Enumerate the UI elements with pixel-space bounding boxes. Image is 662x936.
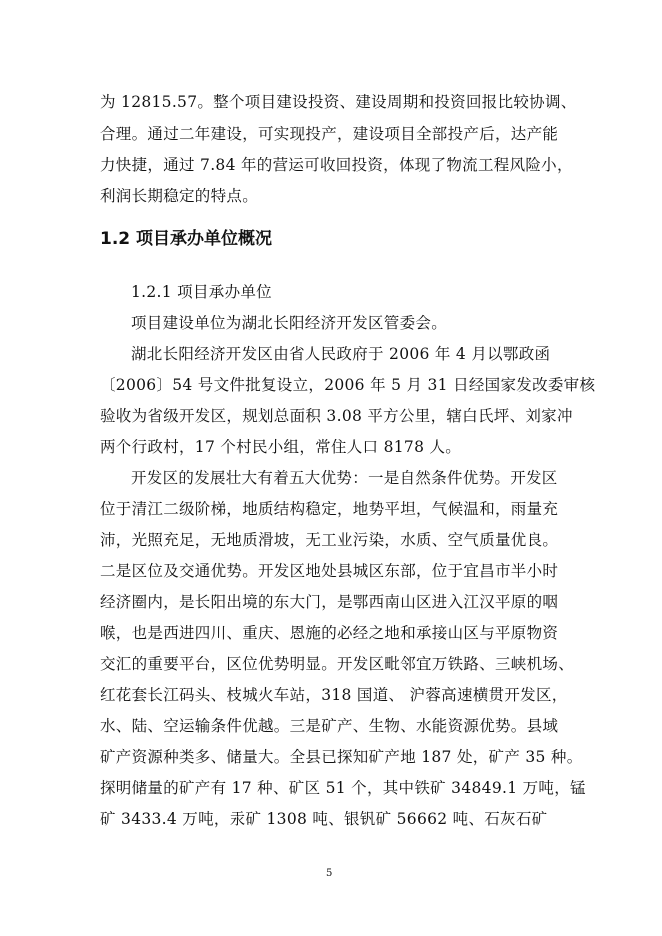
body-line: 探明储量的矿产有 17 种、矿区 51 个，其中铁矿 34849.1 万吨，锰	[100, 779, 586, 797]
intro-line: 为 12815.57。整个项目建设投资、建设周期和投资回报比较协调、	[100, 93, 577, 111]
page-number: 5	[326, 868, 333, 879]
intro-line: 力快捷，通过 7.84 年的营运可收回投资，体现了物流工程风险小，	[100, 156, 573, 174]
body-line: 矿 3433.4 万吨，汞矿 1308 吨、银钒矿 56662 吨、石灰石矿	[100, 810, 548, 828]
body-line: 湖北长阳经济开发区由省人民政府于 2006 年 4 月以鄂政函	[131, 345, 551, 363]
body-line: 喉，也是西进四川、重庆、恩施的必经之地和承接山区与平原物资	[100, 624, 559, 642]
body-line: 位于清江二级阶梯，地质结构稳定，地势平坦，气候温和，雨量充	[100, 500, 559, 518]
body-line: 沛，光照充足，无地质滑坡，无工业污染，水质、空气质量优良。	[100, 531, 559, 549]
body-line: 项目建设单位为湖北长阳经济开发区管委会。	[131, 314, 448, 332]
body-line: 交汇的重要平台，区位优势明显。开发区毗邻宜万铁路、三峡机场、	[100, 655, 575, 673]
subsection-heading: 1.2.1 项目承办单位	[131, 283, 272, 301]
body-line: 二是区位及交通优势。开发区地处县城区东部，位于宜昌市半小时	[100, 562, 559, 580]
intro-line: 合理。通过二年建设，可实现投产，建设项目全部投产后，达产能	[100, 125, 559, 143]
body-line: 开发区的发展壮大有着五大优势：一是自然条件优势。开发区	[131, 469, 558, 487]
body-line: 红花套长江码头、枝城火车站，318 国道、 沪蓉高速横贯开发区，	[100, 686, 568, 704]
intro-line: 利润长期稳定的特点。	[100, 187, 259, 205]
body-line: 〔2006〕54 号文件批复设立，2006 年 5 月 31 日经国家发改委审核	[100, 376, 596, 394]
section-heading: 1.2 项目承办单位概况	[100, 229, 273, 249]
body-line: 验收为省级开发区，规划总面积 3.08 平方公里，辖白氏坪、刘家冲	[100, 407, 573, 425]
body-line: 矿产资源种类多、储量大。全县已探知矿产地 187 处，矿产 35 种。	[100, 748, 583, 766]
body-line: 两个行政村，17 个村民小组，常住人口 8178 人。	[100, 438, 462, 456]
body-line: 水、陆、空运输条件优越。三是矿产、生物、水能资源优势。县域	[100, 717, 559, 735]
body-line: 经济圈内，是长阳出境的东大门，是鄂西南山区进入江汉平原的咽	[100, 593, 559, 611]
